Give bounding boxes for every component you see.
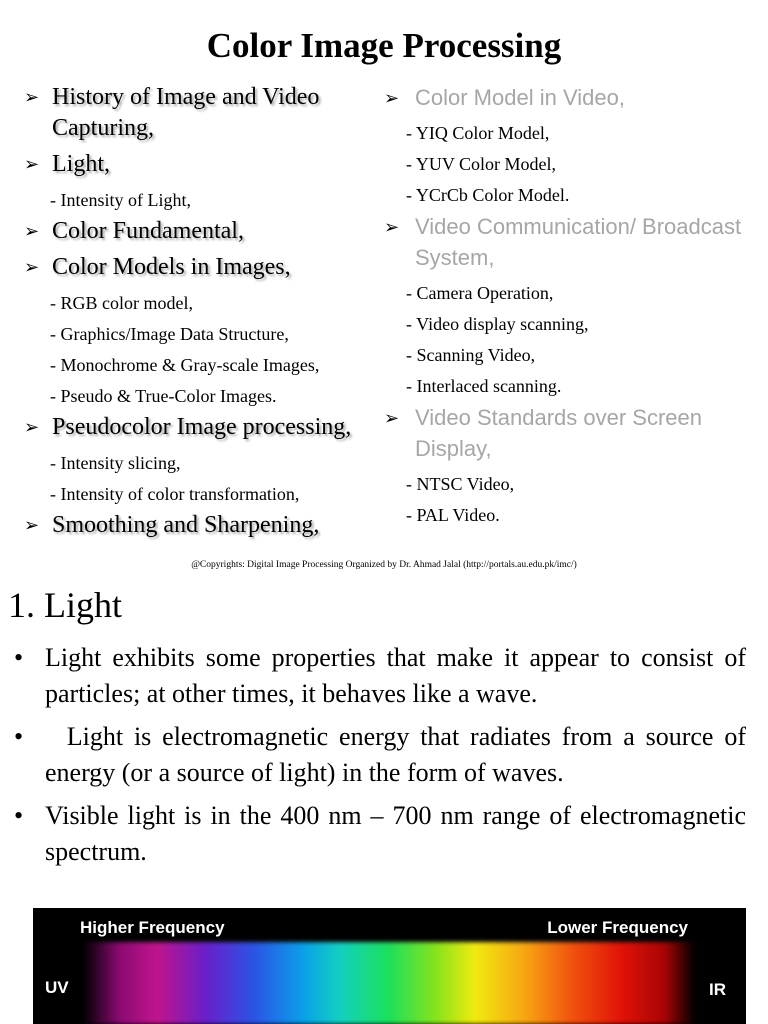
outline-topic-label: History of Image and Video Capturing, [52,84,320,141]
arrow-bullet-icon: ➢ [24,154,40,174]
outline-topic-label: Color Model in Video, [415,85,625,110]
arrow-bullet-icon: ➢ [24,515,40,535]
outline-topic [24,216,380,247]
section-title: 1. Light [8,585,122,625]
bullet-dot-icon: • [14,801,24,830]
outline-topic [384,211,760,273]
copyright-note: @Copyrights: Digital Image Processing Organized by Dr. Ahmad Jalal (http://portals.au.edu.pk/imc/) [191,560,577,570]
outline-subitem: - Intensity of Light, [50,190,191,210]
higher-frequency-label: Higher Frequency [80,918,225,937]
arrow-bullet-icon: ➢ [384,88,400,108]
outline-subitem: - YIQ Color Model, [406,123,550,143]
outline-subitem: - YCrCb Color Model. [406,185,570,205]
outline-subitem: - PAL Video. [406,505,500,525]
outline-subitem: - RGB color model, [50,293,193,313]
arrow-bullet-icon: ➢ [24,87,40,107]
outline-topic [24,252,380,283]
bullet-dot-icon: • [14,643,24,672]
outline-topic-label: Smoothing and Sharpening, [52,512,320,538]
outline-topic [24,149,380,180]
outline-right-column [384,82,760,531]
bullet-item [14,640,746,712]
outline-topic-label: Light, [52,151,110,177]
bullet-item [14,719,746,791]
outline-left-column [24,82,380,546]
outline-subitem: - Camera Operation, [406,283,554,303]
outline-subitem: - Intensity of color transformation, [50,484,300,504]
bullet-dot-icon: • [14,722,24,751]
outline-topic [24,82,380,144]
arrow-bullet-icon: ➢ [384,408,400,428]
outline-subitem: - YUV Color Model, [406,154,556,174]
outline-subitem: - Intensity slicing, [50,453,181,473]
outline-subitem: - Monochrome & Gray-scale Images, [50,355,320,375]
outline-subitem: - NTSC Video, [406,474,515,494]
bullet-item [14,798,746,870]
outline-topic-label: Color Models in Images, [52,254,291,280]
outline-subitem: - Graphics/Image Data Structure, [50,324,289,344]
uv-label: UV [45,978,69,997]
outline-topic [384,402,760,464]
bullet-text: Visible light is in the 400 nm – 700 nm range of electromagnetic spectrum. [45,801,746,866]
arrow-bullet-icon: ➢ [384,217,400,237]
bullet-text: Light is electromagnetic energy that radiates from a source of energy (or a source of light) in the form of waves. [45,722,746,787]
outline-topic-label: Video Standards over Screen Display, [415,405,702,461]
outline-topic [24,412,380,443]
outline-subitem: - Scanning Video, [406,345,536,365]
outline-subitem: - Video display scanning, [406,314,589,334]
page-title: Color Image Processing [206,26,562,65]
outline-subitem: - Interlaced scanning. [406,376,562,396]
bullet-list [14,640,746,877]
lower-frequency-label: Lower Frequency [547,918,688,937]
outline-topic-label: Video Communication/ Broadcast System, [415,214,742,270]
ir-label: IR [709,980,726,999]
arrow-bullet-icon: ➢ [24,257,40,277]
outline-topic [384,82,760,113]
arrow-bullet-icon: ➢ [24,221,40,241]
outline-topic [24,510,380,541]
outline-subitem: - Pseudo & True-Color Images. [50,386,277,406]
outline-topic-label: Color Fundamental, [52,218,244,244]
outline-topic-label: Pseudocolor Image processing, [52,414,352,440]
arrow-bullet-icon: ➢ [24,417,40,437]
spectrum-band [83,942,695,1024]
bullet-text: Light exhibits some properties that make it appear to consist of particles; at other times, it behaves like a wave. [45,643,746,708]
spectrum-image [33,908,746,1024]
